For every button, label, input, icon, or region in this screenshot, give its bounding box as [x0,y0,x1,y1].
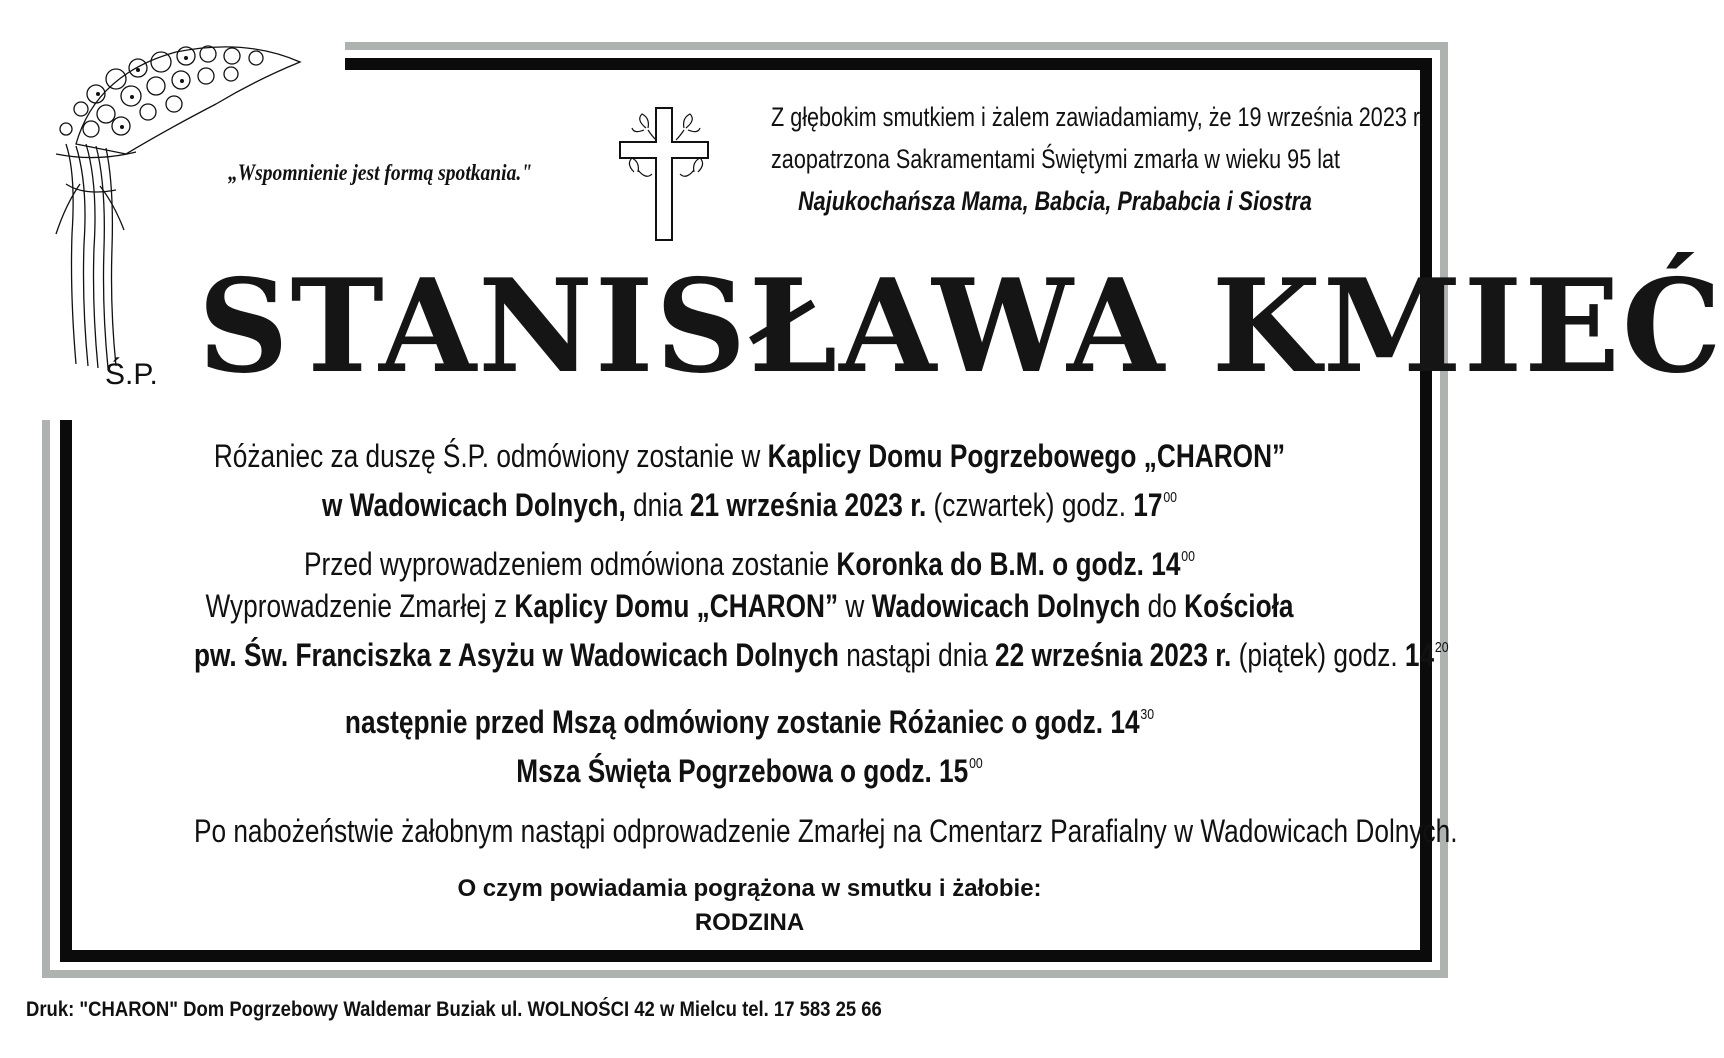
procession-line-1 [194,585,1305,627]
place: Wadowicach Dolnych [871,588,1141,624]
funeral-details [72,435,1458,852]
chaplet-time: Koronka do B.M. o godz. 14 [836,546,1181,582]
chaplet-line [194,536,1305,585]
intro-line-1: Z głębokim smutkiem i żalem zawiadamiamy, że 19 września 2023 r. [771,102,1425,132]
procession-hour: 14 [1404,637,1435,673]
family-signature: RODZINA [694,909,805,936]
procession-date: 22 września 2023 r. [995,637,1232,673]
intro-line-3: Najukochańsza Mama, Babcia, Prababcia i Siostra [798,186,1312,216]
rosary-hour: 17 [1133,487,1163,523]
rosary-line-1 [194,435,1305,477]
cemetery-line: Po nabożeństwie żałobnym nastąpi odprowadzenie Zmarłej na Cmentarz Parafialny w Wadowicach Dolnych. [193,813,1458,849]
mass-rosary-minutes: 30 [1140,706,1155,723]
chapel-name: Kaplicy Domu „CHARON” [514,588,839,624]
mass-rosary-time: następnie przed Mszą odmówiony zostanie Różaniec o godz. 14 [344,704,1140,740]
text-segment: Przed wyprowadzeniem odmówiona zostanie [304,546,837,582]
rosary-date: 21 września 2023 r. [689,487,927,523]
text-segment: do [1140,588,1185,624]
church-name: pw. Św. Franciszka z Asyżu w Wadowicach Dolnych [193,637,839,673]
printer-footer: Druk: "CHARON" Dom Pogrzebowy Waldemar Buziak ul. WOLNOŚCI 42 w Mielcu tel. 17 583 25 66 [26,998,882,1021]
text-segment: w [838,588,872,624]
text-segment: (piątek) godz. [1231,637,1405,673]
intro-line-2: zaopatrzona Sakramentami Świętymi zmarła w wieku 95 lat [771,144,1341,174]
announcement-intro [700,96,1425,222]
mass-time: Msza Święta Pogrzebowa o godz. 15 [516,753,969,789]
text-segment: nastąpi dnia [838,637,996,673]
procession-minutes: 20 [1434,639,1449,656]
signoff-line: O czym powiadamia pogrążona w smutku i żałobie: [457,875,1042,902]
text-segment: dnia [625,487,690,523]
chaplet-minutes: 00 [1181,548,1195,565]
church: Kościoła [1184,588,1294,624]
text-segment: Różaniec za duszę Ś.P. odmówiony zostanie w [213,438,768,474]
mass-line [194,743,1305,792]
mass-minutes: 00 [969,755,983,772]
rosary-minutes: 00 [1163,489,1178,506]
rosary-line-2 [194,477,1305,526]
memorial-quote: „Wspomnienie jest formą spotkania." [228,160,533,185]
chapel-name: Kaplicy Domu Pogrzebowego „CHARON” [767,438,1286,474]
text-segment: (czwartek) godz. [926,487,1134,523]
mass-rosary-line [194,694,1305,743]
place: w Wadowicach Dolnych, [321,487,626,523]
name-prefix: Ś.P. [105,358,158,391]
signoff [72,872,1427,940]
procession-line-2 [193,627,1449,676]
deceased-name: STANISŁAWA KMIEĆ [198,252,1724,402]
text-segment: Wyprowadzenie Zmarłej z [205,588,515,624]
